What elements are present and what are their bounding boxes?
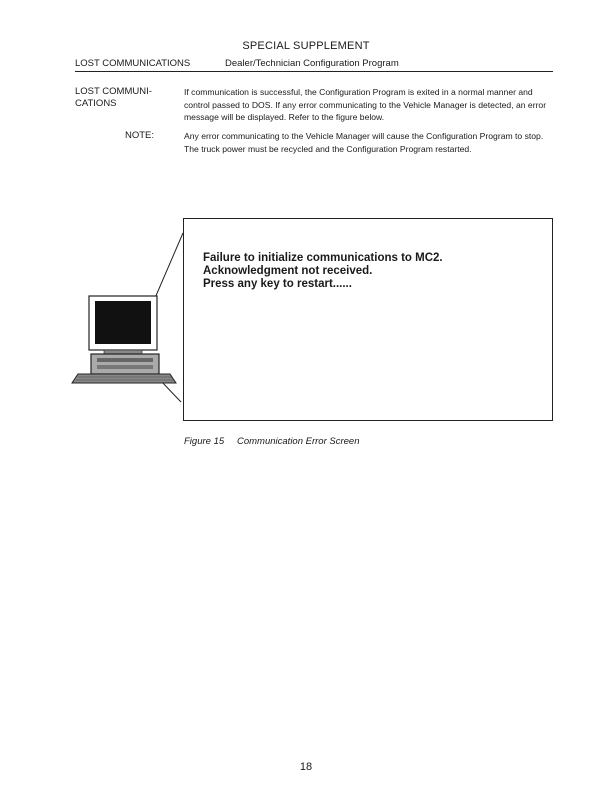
section-name-line2: CATIONS: [75, 98, 117, 109]
figure-caption: Communication Error Screen: [237, 436, 360, 447]
section-name: [75, 86, 170, 110]
error-message-line3: Press any key to restart......: [203, 278, 352, 290]
header-rule: [75, 71, 553, 72]
section-body: If communication is successful, the Configuration Program is exited in a normal manner and control passed to DOS. If any error communicating to the Vehicle Manager is detected, an error message will be displayed. Refer to the figure below.: [184, 87, 547, 122]
error-message-line2: Acknowledgment not received.: [203, 265, 373, 277]
section-name-line1: LOST COMMUNI-: [75, 86, 152, 97]
error-message-line1: Failure to initialize communications to MC2.: [203, 252, 443, 264]
desktop-computer-icon: [72, 296, 176, 383]
error-screen-frame: [183, 218, 553, 421]
header-section-label: LOST COMMUNICATIONS: [75, 58, 191, 69]
page-number: 18: [299, 761, 313, 773]
header-document-title: Dealer/Technician Configuration Program: [225, 58, 399, 69]
computer-illustration: [60, 225, 184, 405]
figure-number: Figure 15: [184, 436, 225, 447]
note-label: NOTE:: [125, 130, 155, 141]
supplement-title: SPECIAL SUPPLEMENT: [242, 40, 370, 52]
note-body: Any error communicating to the Vehicle Manager will cause the Configuration Program to stop. The truck power must be recycled and the Configuration Program restarted.: [184, 131, 544, 154]
